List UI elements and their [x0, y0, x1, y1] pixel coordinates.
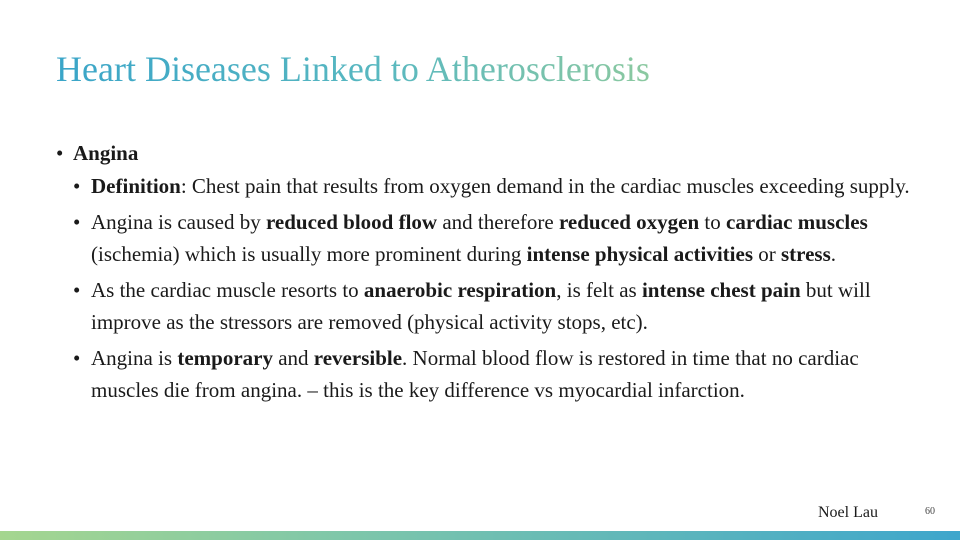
bold-text-run: reduced blood flow — [265, 210, 438, 234]
text-run: Angina is caused by — [91, 210, 266, 234]
bold-text-run: anaerobic respiration — [363, 278, 557, 302]
bullet-icon: • — [73, 174, 81, 198]
bullet-icon: • — [73, 278, 81, 302]
text-run: and therefore — [437, 210, 559, 234]
bold-text-run: reduced oxygen — [558, 210, 700, 234]
text-run: (ischemia) which is usually more prominent during — [91, 242, 527, 266]
bold-text-run: intense chest pain — [641, 278, 801, 302]
sub-bullet-item — [73, 342, 916, 406]
bold-text-run: cardiac muscles — [726, 210, 868, 234]
bullet-icon: • — [73, 346, 81, 370]
sub-bullet-item — [73, 274, 916, 338]
bold-text-run: intense physical activities — [526, 242, 753, 266]
sub-bullet-item — [73, 170, 916, 202]
slide-title: Heart Diseases Linked to Atherosclerosis — [56, 49, 650, 89]
text-run: to — [699, 210, 727, 234]
text-run: As the cardiac muscle resorts to — [91, 278, 364, 302]
bold-text-run: temporary — [177, 346, 273, 370]
slide-body — [56, 138, 916, 410]
text-run: . Normal blood flow is restored in time that no cardiac muscles die from angina. – this is the key difference vs myocardial infarction. — [91, 346, 859, 402]
page-number: 60 — [925, 506, 935, 517]
bold-text-run: Definition — [91, 174, 181, 198]
text-run: but will improve as the stressors are removed (physical activity stops, etc). — [91, 278, 871, 334]
bullet-icon: • — [56, 141, 64, 165]
topic-heading: Angina — [73, 141, 139, 165]
text-run: . — [830, 242, 837, 266]
text-run: , is felt as — [556, 278, 642, 302]
bullet-list — [56, 138, 916, 406]
topic-item — [56, 138, 916, 406]
text-run: Angina is — [91, 346, 178, 370]
text-run: or — [753, 242, 781, 266]
text-run: and — [272, 346, 314, 370]
bullet-icon: • — [73, 210, 81, 234]
footer-gradient-bar — [0, 531, 960, 540]
bold-text-run: reversible — [313, 346, 403, 370]
footer-author: Noel Lau — [818, 504, 878, 521]
sub-bullet-list — [73, 170, 916, 406]
text-run: : Chest pain that results from oxygen demand in the cardiac muscles exceeding supply. — [180, 174, 910, 198]
bold-text-run: stress — [781, 242, 831, 266]
sub-bullet-item — [73, 206, 916, 270]
